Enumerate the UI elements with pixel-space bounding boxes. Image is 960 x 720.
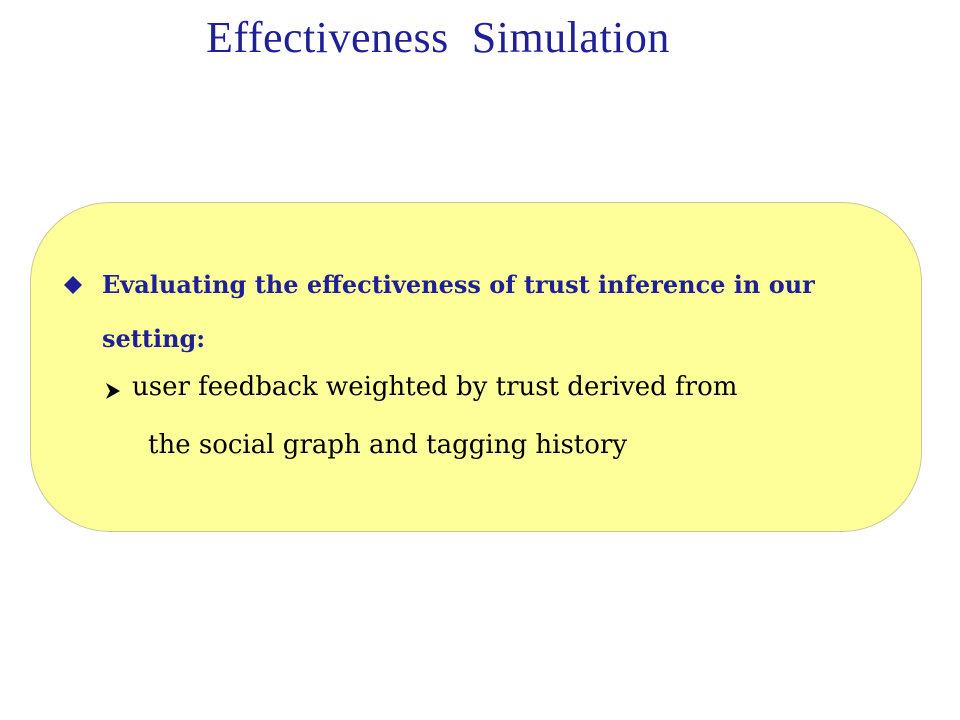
sub-bullet-line-2: the social graph and tagging history [148, 430, 628, 460]
content-box [30, 202, 922, 532]
arrow-bullet-icon [104, 382, 122, 400]
slide-title: Effectiveness Simulation [206, 13, 670, 62]
main-bullet-text: Evaluating the effectiveness of trust inference in our setting: [102, 270, 815, 353]
diamond-bullet-icon [64, 276, 82, 294]
sub-bullet-line-1: user feedback weighted by trust derived from [132, 372, 738, 402]
